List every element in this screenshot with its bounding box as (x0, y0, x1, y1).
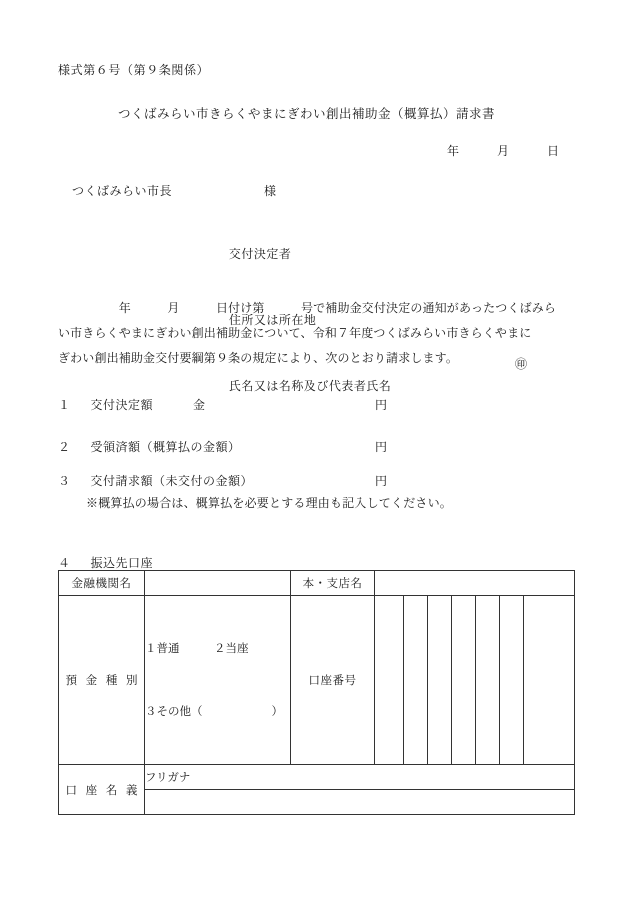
applicant-role-label: 交付決定者 (228, 247, 292, 261)
item-2-received-amount (58, 438, 241, 455)
account-digit-box[interactable] (524, 596, 575, 765)
item-3-note: ※概算払の場合は、概算払を必要とする理由も記入してください。 (86, 496, 453, 510)
item-2-label: 受領済額（概算払の金額） (90, 440, 241, 454)
item-1-label: 交付決定額 (90, 398, 154, 412)
item-3-label: 交付請求額（未交付の金額） (90, 474, 254, 488)
furigana-cell[interactable] (145, 765, 575, 790)
body-line-3: ぎわい創出補助金交付要綱第９条の規定により、次のとおり請求します。 (58, 351, 458, 365)
applicant-role-row (203, 221, 391, 287)
item-2-unit: 円 (375, 440, 388, 454)
item-1-amount-prefix: 金 (193, 398, 206, 412)
deposit-type-label-cell: 預 金 種 別 (59, 596, 145, 765)
account-digit-box[interactable] (428, 596, 452, 765)
bank-account-table (58, 570, 575, 815)
table-row-deposit-type (59, 596, 575, 765)
body-line-1: 年 月 日付け第 号で補助金交付決定の通知があったつくばみら (58, 301, 557, 315)
item-2-number: ２ (58, 440, 71, 454)
account-digit-box[interactable] (452, 596, 476, 765)
form-number: 様式第６号（第９条関係） (58, 63, 210, 77)
institution-value-cell[interactable] (145, 571, 291, 596)
body-paragraph (58, 296, 573, 371)
item-3-number: ３ (58, 474, 71, 488)
applicant-name-label: 氏名又は名称及び代表者氏名 (228, 379, 392, 393)
item-1-unit: 円 (375, 398, 388, 412)
furigana-label: フリガナ (145, 770, 191, 784)
account-number-label-cell: 口座番号 (291, 596, 375, 765)
section-4-number: ４ (58, 556, 71, 570)
item-1-grant-decision-amount (58, 396, 153, 413)
addressee (72, 182, 277, 199)
addressee-honorific: 様 (264, 184, 277, 198)
account-holder-label-cell: 口 座 名 義 (59, 765, 145, 815)
section-4-label: 振込先口座 (90, 556, 154, 570)
account-digit-box[interactable] (375, 596, 404, 765)
date-line[interactable]: 年 月 日 (447, 144, 560, 158)
branch-label-cell: 本・支店名 (291, 571, 375, 596)
branch-value-cell[interactable] (375, 571, 575, 596)
table-row-furigana (59, 765, 575, 790)
body-line-2: い市きらくやまにぎわい創出補助金について、令和７年度つくばみらい市きらくやまに (58, 326, 532, 340)
account-digit-box[interactable] (404, 596, 428, 765)
account-holder-value-cell[interactable] (145, 790, 575, 815)
item-3-claim-amount (58, 472, 253, 489)
deposit-type-options-cell[interactable] (145, 596, 291, 765)
addressee-name: つくばみらい市長 (72, 184, 173, 198)
deposit-type-option-3[interactable]: ３その他（ ） (145, 704, 283, 718)
deposit-type-option-1-2[interactable]: １普通 ２当座 (145, 641, 249, 655)
institution-label-cell: 金融機関名 (59, 571, 145, 596)
section-4-heading (58, 554, 153, 571)
item-3-unit: 円 (375, 474, 388, 488)
item-1-number: １ (58, 398, 71, 412)
account-digit-box[interactable] (500, 596, 524, 765)
table-row-institution (59, 571, 575, 596)
seal-icon: ㊞ (515, 357, 528, 371)
applicant-address-label: 住所又は所在地 (228, 313, 317, 327)
account-digit-box[interactable] (476, 596, 500, 765)
page-title: つくばみらい市きらくやまにぎわい創出補助金（概算払）請求書 (118, 106, 496, 121)
